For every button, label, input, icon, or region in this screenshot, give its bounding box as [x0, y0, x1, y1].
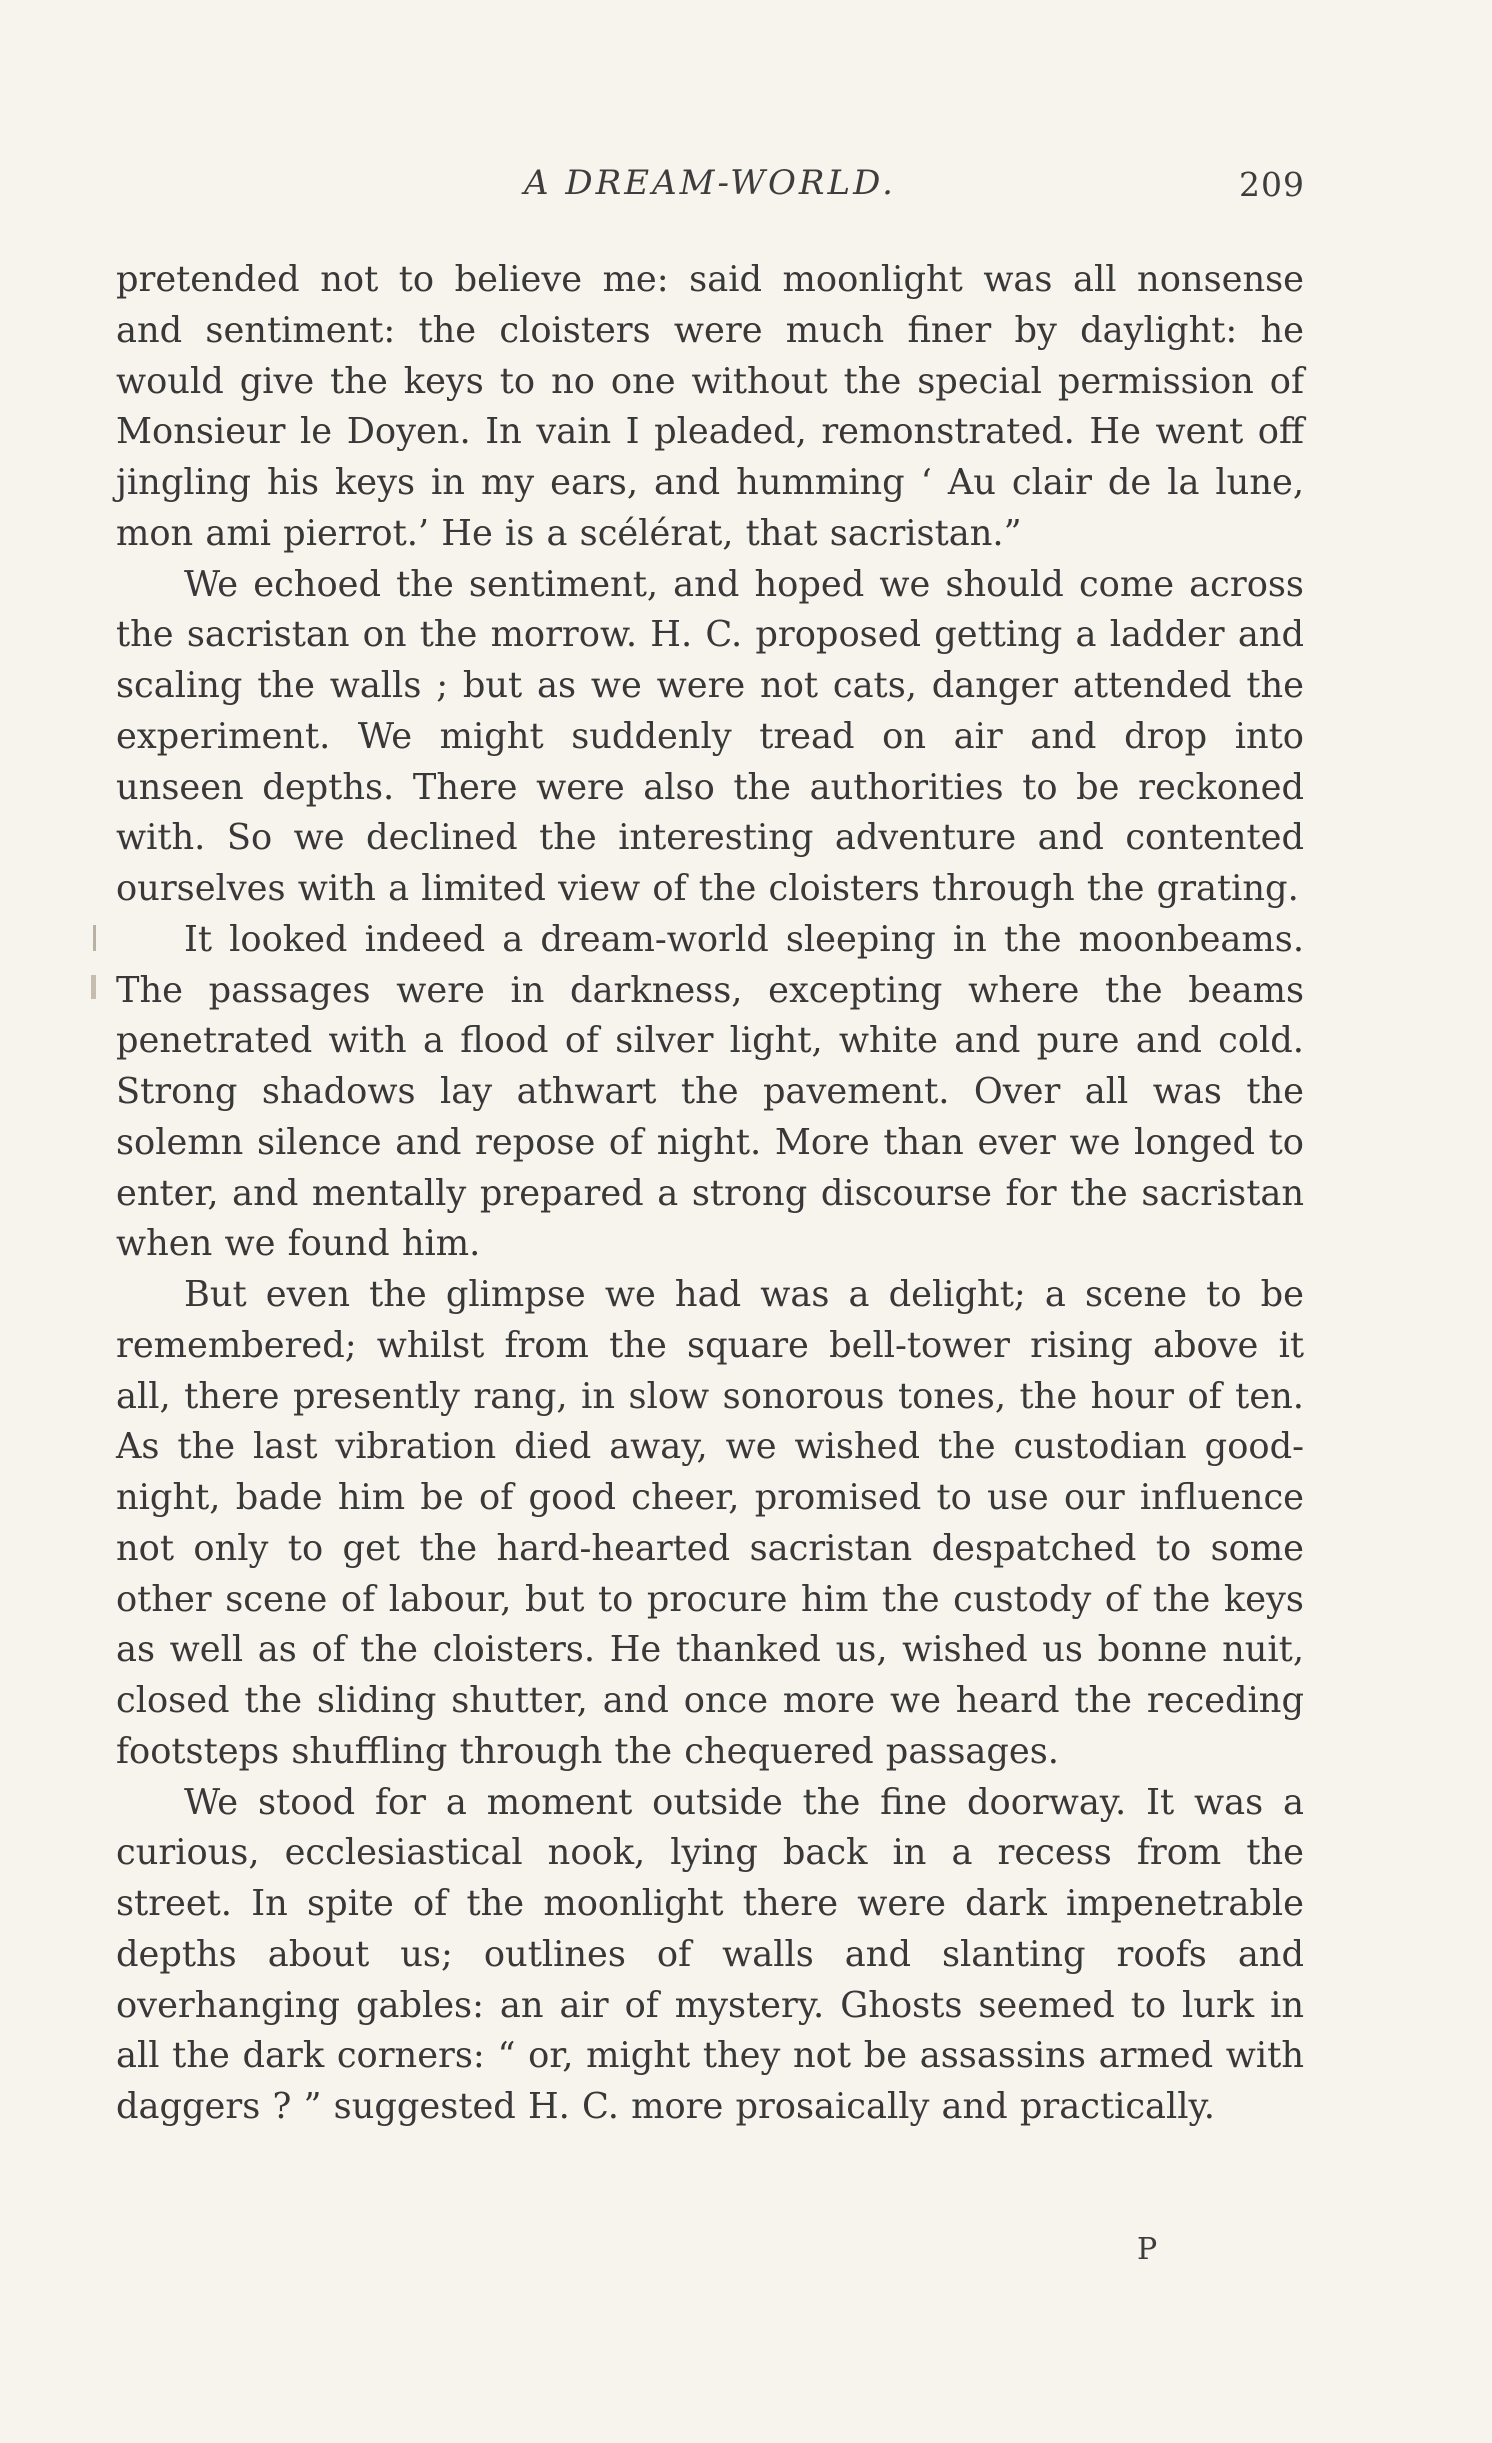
running-title: A DREAM-WORLD.	[524, 163, 896, 203]
paragraph: We stood for a moment outside the fine doorway. It was a curious, ecclesiastical nook, lying back in a recess from the street. In spite of the moonlight there were dark impenetrable depths about us; outlines of walls and slanting roofs and overhanging gables: an air of mystery. Ghosts seemed to lurk in all the dark corners: “ or, might they not be assassins armed with daggers ? ” suggested H. C. more prosaically and practically.	[116, 1781, 1304, 2127]
paragraph-continued: pretended not to believe me: said moonlight was all nonsense and sentiment: the cloisters were much finer by daylight: he would give the keys to no one without the special permission of Monsieur le Doyen. In vain I pleaded, remonstrated. He went off jingling his keys in my ears, and humming ‘ Au clair de la lune, mon ami pierrot.’ He is a scélérat, that sacristan.”	[116, 259, 1304, 554]
paragraph: We echoed the sentiment, and hoped we should come across the sacristan on the morrow. H. C. proposed getting a ladder and scaling the walls ; but as we were not cats, danger attended the experiment. We might suddenly tread on air and drop into unseen depths. There were also the authorities to be reckoned with. So we declined the interesting adventure and contented ourselves with a limited view of the cloisters through the grating.	[116, 563, 1304, 909]
page-number: 209	[1239, 165, 1305, 204]
running-head	[115, 163, 1305, 213]
margin-mark	[93, 925, 96, 951]
paragraph: But even the glimpse we had was a delight; a scene to be remembered; whilst from the square bell-tower rising above it all, there presently rang, in slow sonorous tones, the hour of ten. As the last vibration died away, we wished the custodian good-night, bade him be of good cheer, promised to use our influence not only to get the hard-hearted sacristan despatched to some other scene of labour, but to procure him the custody of the keys as well as of the cloisters. He thanked us, wished us bonne nuit, closed the sliding shutter, and once more we heard the receding footsteps shuffling through the chequered passages.	[116, 1274, 1304, 1772]
body-text	[116, 255, 1304, 2133]
signature-mark: P	[1137, 2232, 1158, 2267]
paragraph: It looked indeed a dream-world sleeping in the moonbeams. The passages were in darkness, excepting where the beams penetrated with a flood of silver light, white and pure and cold. Strong shadows lay athwart the pavement. Over all was the solemn silence and repose of night. More than ever we longed to enter, and mentally prepared a strong discourse for the sacristan when we found him.	[116, 918, 1304, 1265]
margin-mark	[91, 975, 96, 999]
